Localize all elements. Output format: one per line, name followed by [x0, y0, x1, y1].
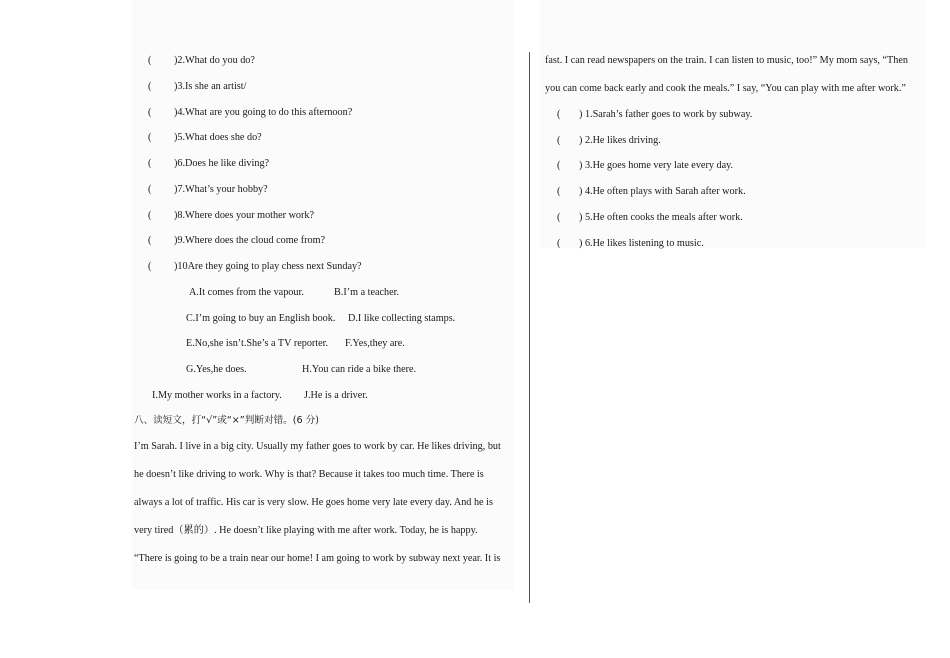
passage-line: very tired（累的）. He doesn’t like playing with me after work. Today, he is happy. [134, 525, 478, 536]
question-9 [148, 234, 325, 248]
question-text: )2.What do you do? [174, 55, 255, 66]
answer-paren: ( [148, 107, 152, 118]
option-g: G.Yes,he does. [186, 364, 247, 375]
section-heading: 八、读短文，打“√”或“×”判断对错。(6 分) [134, 415, 319, 426]
option-c: C.I’m going to buy an English book. [186, 313, 336, 324]
answer-paren: ( [148, 261, 152, 272]
statement-text: ) 3.He goes home very late every day. [579, 160, 734, 171]
column-divider [529, 52, 530, 603]
question-3 [148, 80, 246, 94]
option-j: J.He is a driver. [304, 390, 368, 401]
question-text: )9.Where does the cloud come from? [174, 235, 326, 246]
statement-text: ) 6.He likes listening to music. [579, 238, 704, 249]
option-h: H.You can ride a bike there. [302, 364, 417, 375]
question-10 [148, 260, 362, 274]
answer-paren: ( [148, 132, 152, 143]
option-f: F.Yes,they are. [345, 338, 405, 349]
question-4 [148, 106, 352, 120]
question-text: )10Are they going to play chess next Sunday? [174, 261, 362, 272]
question-text: )3.Is she an artist/ [174, 81, 247, 92]
answer-paren: ( [148, 235, 152, 246]
question-7 [148, 183, 268, 197]
option-d: D.I like collecting stamps. [348, 313, 456, 324]
answer-paren: ( [557, 186, 561, 197]
answer-paren: ( [557, 109, 561, 120]
statement-2 [557, 134, 661, 148]
question-8 [148, 209, 314, 223]
statement-1 [557, 108, 752, 122]
option-e: E.No,she isn’t.She’s a TV reporter. [186, 338, 329, 349]
statement-4 [557, 185, 746, 199]
question-2 [148, 54, 255, 68]
answer-paren: ( [148, 210, 152, 221]
passage-line: “There is going to be a train near our home! I am going to work by subway next year. It is [134, 553, 501, 564]
answer-paren: ( [557, 238, 561, 249]
answer-paren: ( [557, 160, 561, 171]
answer-paren: ( [148, 184, 152, 195]
question-6 [148, 157, 269, 171]
question-text: )4.What are you going to do this afternoon? [174, 107, 353, 118]
question-text: )7.What’s your hobby? [174, 184, 268, 195]
passage-line: I’m Sarah. I live in a big city. Usually my father goes to work by car. He likes driving, but [134, 441, 501, 452]
answer-paren: ( [148, 158, 152, 169]
option-b: B.I’m a teacher. [334, 287, 400, 298]
statement-text: ) 5.He often cooks the meals after work. [579, 212, 743, 223]
answer-paren: ( [148, 55, 152, 66]
passage-line: fast. I can read newspapers on the train. I can listen to music, too!” My mom says, “Then [545, 55, 908, 66]
question-text: )5.What does she do? [174, 132, 262, 143]
statement-text: ) 2.He likes driving. [579, 135, 661, 146]
statement-6 [557, 237, 704, 251]
option-i: I.My mother works in a factory. [152, 390, 282, 401]
statement-text: ) 1.Sarah’s father goes to work by subway. [579, 109, 753, 120]
question-5 [148, 131, 262, 145]
passage-line: always a lot of traffic. His car is very slow. He goes home very late every day. And he is [134, 497, 493, 508]
statement-text: ) 4.He often plays with Sarah after work. [579, 186, 746, 197]
statement-3 [557, 159, 733, 173]
option-a: A.It comes from the vapour. [189, 287, 304, 298]
question-text: )8.Where does your mother work? [174, 210, 315, 221]
passage-line: he doesn’t like driving to work. Why is that? Because it takes too much time. There is [134, 469, 484, 480]
passage-line: you can come back early and cook the meals.” I say, “You can play with me after work.” [545, 83, 906, 94]
statement-5 [557, 211, 743, 225]
answer-paren: ( [557, 135, 561, 146]
answer-paren: ( [557, 212, 561, 223]
answer-paren: ( [148, 81, 152, 92]
question-text: )6.Does he like diving? [174, 158, 270, 169]
